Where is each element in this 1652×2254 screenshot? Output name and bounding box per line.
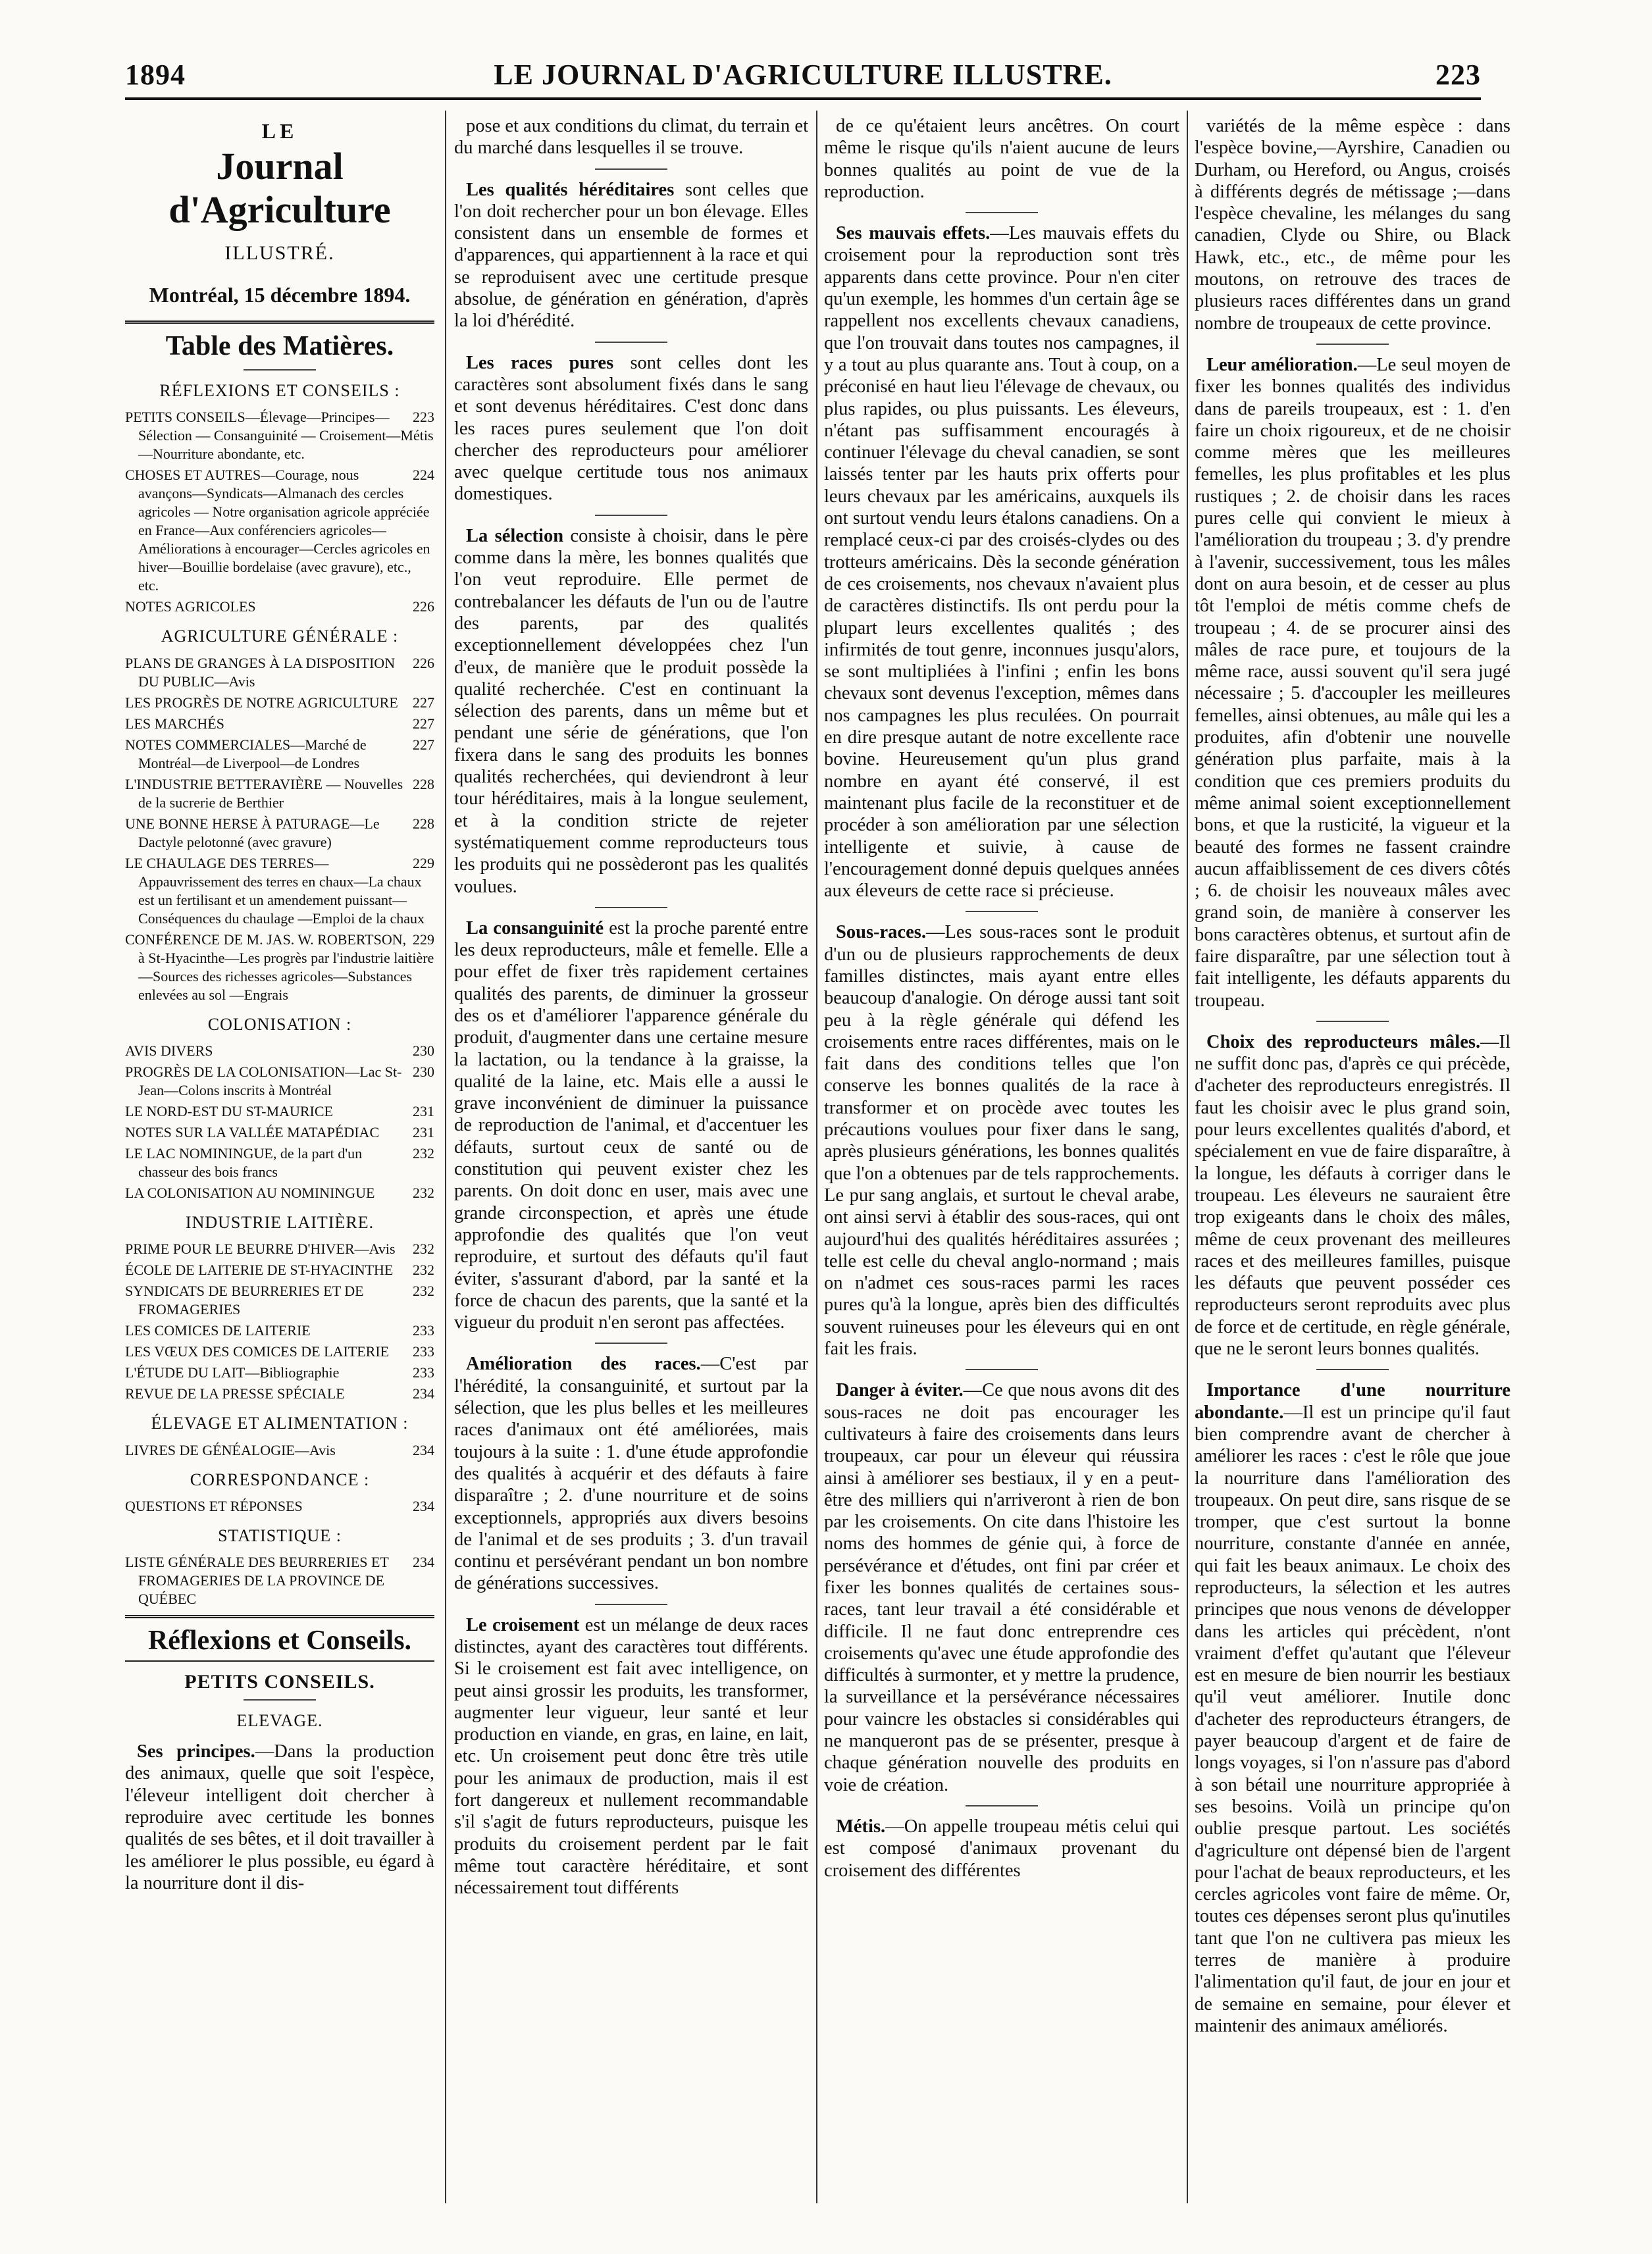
toc-page-number: 227 xyxy=(413,736,434,753)
column-rule xyxy=(816,111,817,2203)
toc-page-number: 231 xyxy=(413,1103,434,1120)
divider xyxy=(595,168,667,170)
toc-page-number: 229 xyxy=(413,931,434,948)
toc-heading: Table des Matières. xyxy=(165,330,394,361)
toc-page-number: 233 xyxy=(413,1364,434,1381)
toc-page-number: 232 xyxy=(413,1262,434,1279)
toc-entry xyxy=(125,654,434,691)
toc-entry-text: LES MARCHÉS xyxy=(125,715,224,732)
page-number-left: 1894 xyxy=(125,59,186,91)
masthead-title: Journal d'Agriculture xyxy=(168,145,391,232)
divider xyxy=(125,1660,434,1662)
toc-entry xyxy=(125,1240,434,1258)
divider xyxy=(1316,1021,1389,1022)
table-of-contents xyxy=(125,380,434,1608)
article-paragraph xyxy=(824,1379,1179,1796)
paragraph-text: —Dans la production des animaux, quelle que soit l'espèce, l'éleveur intelligent doit chercher à reproduire avec certitude les bonnes qualités de ses bêtes, et il doit travailler à les améliorer le plus possible, eu égard à la nourriture dont il dis- xyxy=(125,1741,434,1893)
toc-entry-text: LES PROGRÈS DE NOTRE AGRICULTURE xyxy=(125,694,398,711)
article-paragraph xyxy=(454,1353,808,1594)
toc-section-heading: RÉFLEXIONS ET CONSEILS : xyxy=(159,381,400,401)
paragraph-heading: Les qualités héréditaires xyxy=(466,179,675,200)
toc-page-number: 233 xyxy=(413,1343,434,1360)
toc-page-number: 226 xyxy=(413,654,434,671)
paragraph-heading: Ses mauvais effets. xyxy=(836,223,991,244)
article-paragraph xyxy=(125,1741,434,1894)
toc-entry xyxy=(125,408,434,463)
article-title: PETITS CONSEILS. xyxy=(184,1670,375,1693)
column-rule xyxy=(1187,111,1188,2203)
divider xyxy=(595,1343,667,1344)
toc-page-number: 234 xyxy=(413,1385,434,1402)
toc-entry-text: PROGRÈS DE LA COLONISATION—Lac St-Jean—Colons inscrits à Montréal xyxy=(125,1063,402,1099)
toc-page-number: 232 xyxy=(413,1185,434,1202)
paragraph-heading: Amélioration des races. xyxy=(466,1354,701,1375)
toc-entry-text: AVIS DIVERS xyxy=(125,1042,213,1060)
toc-page-number: 230 xyxy=(413,1063,434,1081)
column-4 xyxy=(1195,115,1510,2208)
article-paragraph xyxy=(1195,1379,1510,2037)
article-paragraph xyxy=(1195,1031,1510,1360)
paragraph-text: sont celles que l'on doit rechercher pour un bon élevage. Elles consistent dans un ensemble de formes et d'apparences, qui appartiennent à la race et qui se reproduisent avec une certitude presque absolue, de génération en génération, d'après la loi d'hérédité. xyxy=(454,179,808,332)
toc-entry xyxy=(125,1184,434,1202)
toc-page-number: 228 xyxy=(413,815,434,832)
toc-page-number: 228 xyxy=(413,775,434,792)
divider xyxy=(595,1604,667,1605)
toc-entry xyxy=(125,1144,434,1181)
toc-page-number: 224 xyxy=(413,467,434,484)
paragraph-heading: Métis. xyxy=(836,1816,886,1837)
toc-entry-text: UNE BONNE HERSE À PATURAGE—Le Dactyle pelotonné (avec gravure) xyxy=(125,815,380,850)
paragraph-text: sont celles dont les caractères sont absolument fixés dans le sang et sont devenus héréditaires. C'est donc dans les races pures seulement que l'on doit chercher des reproducteurs pour améliorer avec quelque certitude tous nos animaux domestiques. xyxy=(454,352,808,505)
divider xyxy=(244,1699,316,1701)
divider xyxy=(1316,344,1389,345)
divider xyxy=(1316,1369,1389,1370)
paragraph-text: —Les sous-races sont le produit d'un ou de plusieurs rapprochements de deux familles distinctes, mais ayant entre elles beaucoup d'analogie. On déroge aussi tant soit peu à la règle générale qui défend les croisements entre races différentes, mais on le fait dans des conditions telles que l'on conserve les bonnes qualités de la race à transformer et on procède avec toutes les précautions voulues pour fixer dans le sang, après plusieurs générations, les bonnes qualités que l'on a obtenues par de tels rapprochements. Le pur sang anglais, et surtout le cheval arabe, ont ainsi servi à établir des sous-races, qui ont aujourd'hui des qualités héréditaires assurées ; telle est celle du cheval anglo-normand ; mais on n'admet ces sous-races parmi les races pures qu'à la longue, après bien des difficultés souvent ruineuses pour les éleveurs qui en ont fait les frais. xyxy=(824,922,1179,1360)
toc-page-number: 234 xyxy=(413,1497,434,1514)
toc-section-heading: COLONISATION : xyxy=(207,1014,352,1034)
toc-entry-text: NOTES COMMERCIALES—Marché de Montréal—de Liverpool—de Londres xyxy=(125,736,367,771)
divider xyxy=(966,1805,1038,1806)
article-paragraph xyxy=(1195,115,1510,334)
column-rule xyxy=(445,111,446,2203)
toc-entry xyxy=(125,1553,434,1608)
divider xyxy=(595,342,667,343)
toc-page-number: 232 xyxy=(413,1241,434,1258)
toc-entry xyxy=(125,1497,434,1516)
toc-entry-text: PLANS DE GRANGES À LA DISPOSITION DU PUBLIC—Avis xyxy=(125,654,396,690)
toc-page-number: 231 xyxy=(413,1124,434,1141)
toc-entry-text: LES COMICES DE LAITERIE xyxy=(125,1322,311,1339)
page-number-right: 223 xyxy=(1435,59,1481,91)
toc-entry-text: CONFÉRENCE DE M. JAS. W. ROBERTSON, à St-Hyacinthe—Les progrès par l'industrie laitière—Sources des richesses agricoles—Substances enlevées au sol —Engrais xyxy=(125,931,434,1003)
divider xyxy=(125,1615,434,1618)
column-2 xyxy=(454,115,808,2208)
paragraph-text: —On appelle troupeau métis celui qui est composé d'animaux provenant du croisement des différentes xyxy=(824,1816,1179,1881)
toc-page-number: 227 xyxy=(413,694,434,711)
column-1 xyxy=(125,115,434,2208)
paragraph-heading: Leur amélioration. xyxy=(1206,354,1358,375)
article-paragraph xyxy=(454,525,808,898)
toc-section-heading: INDUSTRIE LAITIÈRE. xyxy=(185,1213,374,1233)
toc-entry-text: NOTES SUR LA VALLÉE MATAPÉDIAC xyxy=(125,1124,380,1141)
divider xyxy=(595,907,667,908)
toc-section-heading: ÉLEVAGE ET ALIMENTATION : xyxy=(151,1414,409,1433)
toc-page-number: 227 xyxy=(413,715,434,732)
toc-page-number: 234 xyxy=(413,1441,434,1458)
toc-page-number: 232 xyxy=(413,1145,434,1162)
toc-entry xyxy=(125,1102,434,1121)
paragraph-text: —Les mauvais effets du croisement pour la reproduction sont très apparents dans cette province. Pour n'en citer qu'un exemple, les hommes d'un certain âge se rappellent nos excellents chevaux canadiens, que l'on trouvait dans toutes nos campagnes, il y a tout au plus quarante ans. Tout à coup, on a préconisé en haut lieu l'élevage de chevaux, ou plus rapides, ou plus puissants. Les éleveurs, n'étant pas suffisamment encouragés à continuer l'élevage du cheval canadien, se sont laissés tenter par les hauts prix offerts pour leurs chevaux par les américains, auxquels ils ont surtout vendu leurs étalons canadiens. On a remplacé ceux-ci par des croisés-clydes ou des trotteurs américains. Dès la seconde génération de ces croisements, nos chevaux n'avaient plus de caractères distinctifs. Ils ont perdu pour la plupart leurs excellentes qualités ; des infirmités de tout genre, inconnues jusqu'alors, se sont multipliées à l'infini ; enfin les bons chevaux sont devenus l'exception, mêmes dans nos campagnes les plus reculées. On pourrait en dire presque autant de notre excellente race bovine. Heureusement qu'un plus grand nombre en ayant été conservé, il est maintenant plus facile de la reconstituer et de procéder à son amélioration par une sélection intelligente et suivie, à cause de l'encouragement donné depuis quelques années aux éleveurs de cette race si précieuse. xyxy=(824,223,1179,902)
toc-entry-text: PRIME POUR LE BEURRE D'HIVER—Avis xyxy=(125,1241,396,1258)
paragraph-text: variétés de la même espèce : dans l'espèce bovine,—Ayrshire, Canadien ou Durham, ou Hereford, ou Angus, croisés à différents degrés de métissage ;—dans l'espèce chevaline, les mélanges du sang canadien, Clyde ou Shire, ou Black Hawk, etc., etc., de même pour les moutons, on retrouve des traces de plusieurs races différentes dans un grand nombre de troupeaux de cette province. xyxy=(1195,116,1510,334)
toc-entry xyxy=(125,815,434,852)
toc-entry-text: QUESTIONS ET RÉPONSES xyxy=(125,1497,303,1514)
paragraph-heading: Choix des reproducteurs mâles. xyxy=(1206,1031,1481,1052)
toc-entry-text: NOTES AGRICOLES xyxy=(125,598,256,615)
article-paragraph xyxy=(1195,354,1510,1012)
masthead-le: LE xyxy=(261,119,298,143)
divider xyxy=(595,515,667,516)
toc-entry xyxy=(125,1385,434,1403)
toc-entry-text: LISTE GÉNÉRALE DES BEURRERIES ET FROMAGERIES DE LA PROVINCE DE QUÉBEC xyxy=(125,1554,389,1608)
toc-page-number: 223 xyxy=(413,409,434,426)
article-paragraph xyxy=(824,921,1179,1360)
divider xyxy=(966,212,1038,213)
toc-entry xyxy=(125,1343,434,1361)
paragraph-text: de ce qu'étaient leurs ancêtres. On court même le risque qu'ils n'aient aucune de leurs bonnes qualités au point de vue de la reproduction. xyxy=(824,116,1179,202)
paragraph-text: est la proche parenté entre les deux reproducteurs, mâle et femelle. Elle a pour effet de fixer très rapidement certaines qualités des parents, de diminuer la grosseur des os et d'améliorer l'apparence générale du produit, d'augmenter dans une certaine mesure la lactation, ou la tendance à la graisse, la qualité de la laine, etc. Mais elle a aussi le grave inconvénient de diminuer la puissance de reproduction de l'animal, et d'accentuer les défauts, surtout ceux de santé ou de constitution qui peuvent exister chez les parents. On doit donc en user, mais avec une grande circonspection, et après une étude approfondie des qualités que l'on veut reproduire, et surtout des défauts qu'il faut éviter, s'assurant d'abord, par la santé et la force de chacun des parents, que la santé et la vigueur du produit n'en seront pas affectées. xyxy=(454,917,808,1333)
article-paragraph xyxy=(454,115,808,159)
article-paragraph xyxy=(454,179,808,332)
toc-entry xyxy=(125,775,434,812)
toc-entry-text: LA COLONISATION AU NOMININGUE xyxy=(125,1185,375,1202)
masthead-subtitle: ILLUSTRÉ. xyxy=(224,242,335,265)
toc-entry-text: LE LAC NOMININGUE, de la part d'un chasseur des bois francs xyxy=(125,1145,363,1181)
article-subtitle: ELEVAGE. xyxy=(236,1710,323,1730)
toc-entry xyxy=(125,1042,434,1060)
paragraph-text: est un mélange de deux races distinctes, ayant des caractères tout différents. Si le croisement est fait avec intelligence, on peut ainsi grossir les produits, les transformer, augmenter leur vigueur, leur santé et leur production en viande, en gras, en laine, en lait, etc. Un croisement peut donc être très utile pour les animaux de production, mais il est fort dangereux et nullement recommandable s'il s'agit de futurs reproducteurs, puisque les produits du croisement perdent par le fait même tout caractère héréditaire, et sont nécessairement tout différents xyxy=(454,1614,808,1899)
toc-entry xyxy=(125,1282,434,1319)
toc-section-heading: CORRESPONDANCE : xyxy=(190,1470,370,1489)
toc-entry-text: LE NORD-EST DU ST-MAURICE xyxy=(125,1103,333,1120)
paragraph-heading: Les races pures xyxy=(466,352,614,373)
running-title: LE JOURNAL D'AGRICULTURE ILLUSTRE. xyxy=(494,59,1112,91)
toc-entry xyxy=(125,1063,434,1100)
toc-entry xyxy=(125,694,434,712)
article-paragraph xyxy=(824,222,1179,902)
divider xyxy=(125,320,434,324)
page-header xyxy=(125,58,1481,100)
toc-entry xyxy=(125,715,434,733)
column-3 xyxy=(824,115,1179,2208)
toc-entry xyxy=(125,1364,434,1382)
toc-entry xyxy=(125,736,434,773)
article-paragraph xyxy=(454,352,808,505)
divider xyxy=(966,1369,1038,1370)
toc-entry-text: L'INDUSTRIE BETTERAVIÈRE — Nouvelles de la sucrerie de Berthier xyxy=(125,775,403,811)
divider xyxy=(244,369,316,371)
toc-entry xyxy=(125,931,434,1004)
paragraph-heading: La sélection xyxy=(466,525,564,546)
paragraph-text: —Ce que nous avons dit des sous-races ne doit pas encourager les cultivateurs à faire des croisements dans leurs troupeaux, car pour un éleveur qui réussira ainsi à améliorer ses bestiaux, il y en a peut-être des milliers qui n'arriveront à rien de bon par les croisements. On cite dans l'histoire les noms des hommes de génie qui, à force de persévérance et d'études, ont fini par créer et fixer les bonnes qualités de certaines sous-races, tant leur travail a été considérable et difficile. Il ne faut donc entreprendre ces croisements qu'avec une étude approfondie des difficultés à surmonter, et y mettre la prudence, la surveillance et la persévérance nécessaires pour vaincre les obstacles si considérables qui ne manqueront pas de se présenter, presque à chaque génération nouvelle des produits en voie de création. xyxy=(824,1380,1179,1795)
paragraph-text: consiste à choisir, dans le père comme dans la mère, les bonnes qualités que l'on veut reproduire. Elle permet de contrebalancer les défauts de l'un ou de l'autre des parents, par des qualités exceptionnellement développées chez l'un d'eux, de manière que le produit possède la qualité recherchée. C'est en continuant la sélection des parents, dans un même but et pendant une série de générations, que l'on fixera dans le sang des produits les bonnes qualités recherchées, qui deviendront à leur tour héréditaires, mais à la longue seulement, et à la condition stricte de rejeter systématiquement comme reproducteurs tous les produits qui ne possèderont pas les qualités voulues. xyxy=(454,525,808,897)
article-paragraph xyxy=(824,1816,1179,1882)
toc-entry xyxy=(125,598,434,616)
toc-page-number: 233 xyxy=(413,1322,434,1339)
toc-page-number: 232 xyxy=(413,1283,434,1300)
toc-entry xyxy=(125,1261,434,1279)
toc-section-heading: AGRICULTURE GÉNÉRALE : xyxy=(161,627,399,646)
paragraph-heading: Sous-races. xyxy=(836,922,926,943)
toc-entry-text: LE CHAULAGE DES TERRES—Appauvrissement des terres en chaux—La chaux est un fertilisant et un amendement puissant—Conséquences du chaulage —Emploi de la chaux xyxy=(125,854,425,927)
paragraph-text: pose et aux conditions du climat, du terrain et du marché dans lesquelles il se trouve. xyxy=(454,116,808,159)
toc-entry-text: L'ÉTUDE DU LAIT—Bibliographie xyxy=(125,1364,340,1381)
column-1-body xyxy=(125,1741,434,1894)
toc-entry xyxy=(125,1123,434,1142)
paragraph-heading: Le croisement xyxy=(466,1614,580,1635)
toc-entry xyxy=(125,466,434,595)
paragraph-text: —Il est un principe qu'il faut bien comprendre avant de chercher à améliorer les races : c'est le rôle que joue la nourriture dans l'amélioration des troupeaux. On peut dire, sans risque de se tromper, que c'est surtout la bonne nourriture, constante d'année en année, qui fait les beaux animaux. Le choix des reproducteurs, la sélection et les autres principes que nous venons de développer dans les articles qui précèdent, n'ont vraiment d'effet qu'autant que l'éleveur est en mesure de bien nourrir les bestiaux qu'il veut améliorer. Inutile donc d'acheter des reproducteurs étrangers, de payer beaucoup d'argent et de faire de longs voyages, si l'on n'assure pas d'abord à son bétail une nourriture appropriée à ses besoins. Voilà un principe qu'on oublie presque partout. Les sociétés d'agriculture ont dépensé bien de l'argent pour l'achat de beaux reproducteurs, et les cercles agricoles vont faire de même. Or, toutes ces dépenses seront plus qu'inutiles tant que l'on ne cultivera pas mieux les terres de manière à produire l'alimentation qu'il faut, de jour en jour et de semaine en semaine, pour élever et maintenir des animaux améliorés. xyxy=(1195,1402,1510,2036)
toc-page-number: 229 xyxy=(413,854,434,871)
paragraph-text: —C'est par l'hérédité, la consanguinité, et surtout par la sélection, que les plus belles et les meilleures races d'animaux ont été améliorées, mais toujours à la suite : 1. d'une étude approfondie des qualités à acquérir et des défauts à faire disparaître ; 2. d'une nourriture et de soins exceptionnels, appropriés aux divers besoins de l'animal et de ses produits ; 3. d'un travail continu et persévérant pendant un bon nombre de générations successives. xyxy=(454,1354,808,1594)
paragraph-heading: Danger à éviter. xyxy=(836,1380,964,1401)
paragraph-heading: Importance d'une nourriture abondante. xyxy=(1195,1380,1510,1423)
toc-entry-text: LES VŒUX DES COMICES DE LAITERIE xyxy=(125,1343,390,1360)
article-paragraph xyxy=(454,1614,808,1899)
paragraph-text: —Il ne suffit donc pas, d'après ce qui précède, d'acheter des reproducteurs enregistrés. Il faut les choisir avec le plus grand soin, pour leurs excellentes qualités d'abord, et spécialement en vue de faire disparaître, à la longue, les défauts à corriger dans le troupeau. Les éleveurs ne sauraient être trop exigeants dans le choix des mâles, même de ceux provenant des meilleures races et des meilleures familles, puisque les défauts que peuvent posséder ces reproducteurs seront reproduits avec plus de force et de certitude, en règle générale, que ne le seront leurs bonnes qualités. xyxy=(1195,1031,1510,1360)
toc-entry xyxy=(125,1321,434,1340)
toc-entry xyxy=(125,854,434,928)
article-paragraph xyxy=(824,115,1179,203)
toc-entry-text: ÉCOLE DE LAITERIE DE ST-HYACINTHE xyxy=(125,1262,394,1279)
toc-entry xyxy=(125,1441,434,1460)
toc-entry-text: REVUE DE LA PRESSE SPÉCIALE xyxy=(125,1385,345,1402)
article-paragraph xyxy=(454,917,808,1334)
paragraph-heading: La consanguinité xyxy=(466,917,604,938)
divider xyxy=(966,911,1038,912)
issue-date: Montréal, 15 décembre 1894. xyxy=(149,282,411,307)
toc-entry-text: LIVRES DE GÉNÉALOGIE—Avis xyxy=(125,1441,336,1458)
paragraph-text: —Le seul moyen de fixer les bonnes qualités des individus dans de pareils troupeaux, est : 1. d'en faire un choix rigoureux, et de ne choisir comme mères que les meilleures femelles, les plus profitables et les plus rustiques ; 2. de choisir dans les races pures celle qui convient le mieux à l'amélioration du troupeau ; 3. d'y prendre à l'avenir, successivement, tous les mâles dont on aura besoin, et de cesser au plus tôt l'emploi de métis comme chefs de troupeau ; 4. de se procurer ainsi des mâles de race pure, et toujours de la même race, aussi souvent qu'il sera jugé nécessaire ; 5. d'accoupler les meilleures femelles, ainsi obtenues, au mâle qui les a produites, afin d'obtenir une nouvelle génération plus parfaite, mais à la condition que ces premiers produits du même animal soient exceptionnellement bons, et que la rusticité, la vigueur et la beauté des formes ne fassent craindre aucun affaiblissement de ces divers côtés ; 6. de choisir les nouveaux mâles avec grand soin, de manière à conserver les bons caractères obtenus, et surtout afin de faire disparaître, par une sélection tout à fait intelligente, les défauts apparents du troupeau. xyxy=(1195,354,1510,1011)
toc-entry-text: SYNDICATS DE BEURRERIES ET DE FROMAGERIES xyxy=(125,1283,364,1318)
toc-page-number: 230 xyxy=(413,1042,434,1060)
toc-page-number: 226 xyxy=(413,598,434,615)
toc-section-heading: STATISTIQUE : xyxy=(218,1525,342,1545)
section-title: Réflexions et Conseils. xyxy=(147,1626,412,1656)
toc-entry-text: CHOSES ET AUTRES—Courage, nous avançons—Syndicats—Almanach des cercles agricoles — Notre organisation agricole appréciée en France—Aux conférenciers agricoles—Améliorations à encourager—Cercles agricoles en hiver—Bouillie bordelaise (avec gravure), etc., etc. xyxy=(125,467,430,594)
toc-entry-text: PETITS CONSEILS—Élevage—Principes—Sélection — Consanguinité — Croisement—Métis—Nourriture abondante, etc. xyxy=(125,409,434,463)
paragraph-heading: Ses principes. xyxy=(137,1741,255,1762)
toc-page-number: 234 xyxy=(413,1554,434,1571)
